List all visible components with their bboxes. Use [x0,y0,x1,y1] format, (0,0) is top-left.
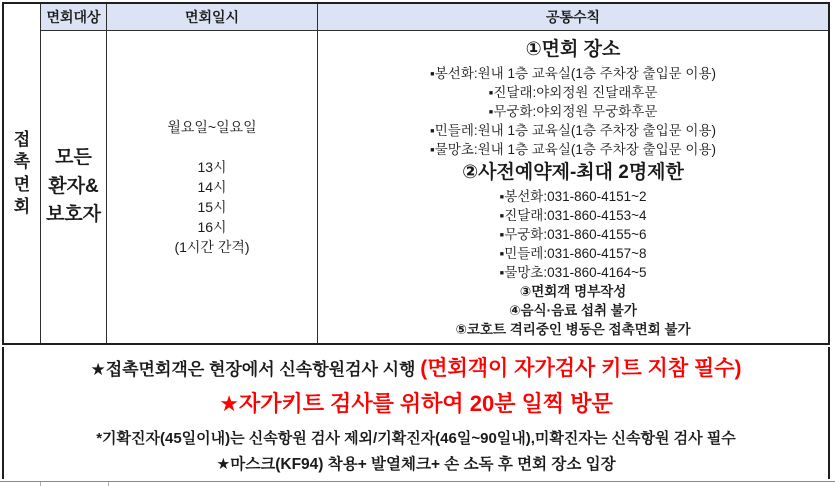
rules-phone-item-2: ▪진달래:031-860-4153~4 [499,207,647,223]
bottom-notes [2,347,830,479]
rules-location-item-4: ▪민들레:원내 1층 교육실(1층 주차장 출입문 이용) [429,122,717,138]
note-rapid-test [90,352,741,382]
schedule-time-16: 16시 [197,219,227,235]
target-line-3: 보호자 [45,204,102,226]
schedule-time-14: 14시 [197,179,227,195]
next-table-column-tick [108,482,109,486]
next-table-column-tick [40,482,41,486]
rules-phone-item-4: ▪민들레:031-860-4157~8 [499,245,647,261]
rules-phone-item-5: ▪물망초:031-860-4164~5 [499,264,647,280]
visitation-table [2,2,830,345]
rules-extra-item-1: ③면회객 명부작성 [519,283,627,299]
column-header-schedule: 면회일시 [107,4,318,31]
rules-extra-item-2: ④음식·음료 섭취 불가 [509,302,637,318]
column-header-rules: 공통수칙 [318,4,828,31]
schedule-time-15: 15시 [197,199,227,215]
column-header-target: 면회대상 [41,4,107,31]
schedule-interval-note: (1시간 간격) [174,239,250,255]
row-header-contact-visit-cell [4,4,41,343]
rules-location-item-2: ▪진달래:야외정원 진달래후문 [488,84,658,100]
next-table-top-edge [0,481,835,482]
target-cell [41,31,107,343]
rules-section1-title: ①면회 장소 [525,38,621,60]
rules-location-item-1: ▪봉선화:원내 1층 교육실(1층 주차장 출입문 이용) [429,65,717,81]
target-line-1: 모든 [55,147,92,169]
rules-extra-item-3: ⑤코호트 격리중인 병동은 접촉면회 불가 [455,321,691,337]
schedule-time-13: 13시 [197,159,227,175]
rules-location-item-5: ▪물망초:원내 1층 교육실(1층 주차장 출입문 이용) [429,141,717,157]
target-line-2: 환자& [48,175,99,197]
note-mask-entry: ★마스크(KF94) 착용+ 발열체크+ 손 소독 후 면회 장소 입장 [216,456,616,473]
note-arrive-early: ★자가키트 검사를 위하여 20분 일찍 방문 [219,391,613,416]
rules-phone-item-1: ▪봉선화:031-860-4151~2 [499,188,647,204]
note-rapid-test-black: ★접촉면회객은 현장에서 신속항원검사 시행 [90,360,421,379]
rules-section2-title: ②사전예약제-최대 2명제한 [462,161,684,183]
rules-cell [318,31,828,343]
note-rapid-test-red: (면회객이 자가검사 키트 지참 필수) [420,357,742,380]
row-header-contact-visit-label: 접촉면회 [13,129,31,216]
rules-location-item-3: ▪무궁화:야외정원 무궁화후문 [488,103,658,119]
note-confirmed-cases: *기확진자(45일이내)는 신속항원 검사 제외/기확진자(46일~90일내),미확진자는 신속항원 검사 필수 [96,430,736,447]
rules-phone-item-3: ▪무궁화:031-860-4155~6 [499,226,647,242]
schedule-cell [107,31,318,343]
target-text [46,144,101,230]
schedule-days: 월요일~일요일 [167,119,257,135]
